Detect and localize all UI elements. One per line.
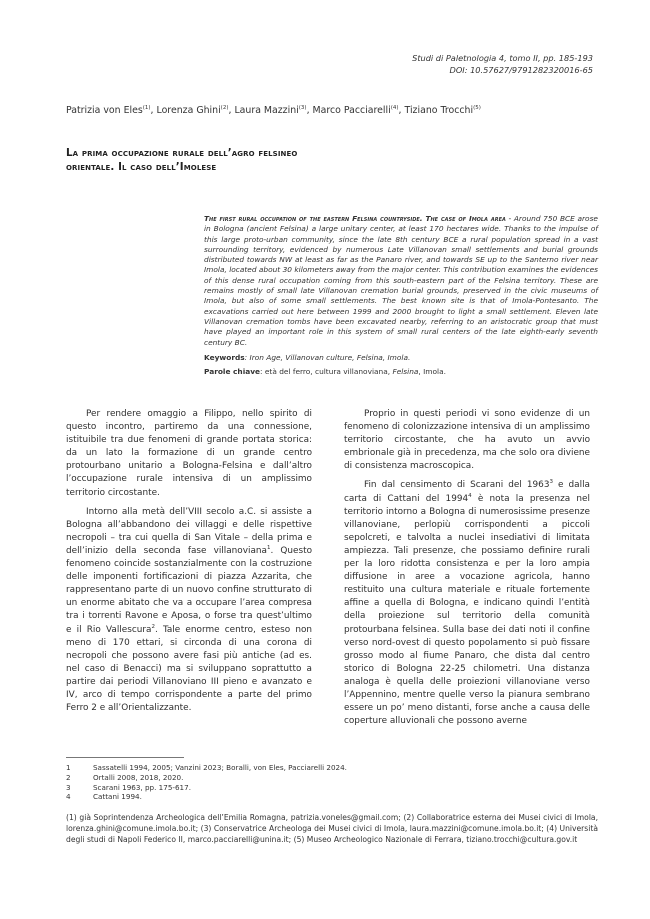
doi: DOI: 10.57627/9791282320016-65: [449, 65, 593, 75]
paragraph-text: Intorno alla metà dell’VIII secolo a.C. si assiste a Bologna all’abbandono dei villaggi e delle rispettive necropoli – tra cui quella di San Vitale – della prima e dell’inizio della seconda fase villanoviana: [66, 506, 312, 556]
author-name: Marco Pacciarelli: [312, 105, 391, 117]
author-name: Tiziano Trocchi: [404, 105, 474, 117]
footnote: [66, 763, 347, 773]
title-line-2: orientale. Il caso dell’Imolese: [66, 161, 217, 173]
parole-text-b: Felsina: [392, 367, 419, 376]
footnote-number: 4: [66, 792, 71, 802]
paragraph-text: Fin dal censimento di Scarani del 1963: [364, 480, 550, 491]
footnote-ref[interactable]: 4: [468, 492, 472, 499]
abstract-title: The first rural occupation of the eastern Felsina countryside. The case of Imola area: [204, 214, 506, 223]
keywords-label: Keywords: [204, 353, 245, 362]
paragraph-text: è nota la presenza nel territorio intorno a Bologna di numerosissime presenze villanoviane, perlopiù corrispondenti a piccoli sepolcreti, e talvolta a nuclei insediativi di limitata ampiezza. Tali presenze, che possiamo definire rurali per la loro ridotta consistenza e per la loro ampia diffusione in aree a vocazione agricola, hanno restituito una cultura materiale e rituale fortemente affine a quella di Bologna, e indicano quindi l’entità della proiezione sul territorio della comunità protourbana felsinea. Sulla base dei dati noti il confine verso nord-ovest di questo popolamento si può fissare grosso modo al fiume Panaro, che dista dal centro storico di Bologna 22-25 chilometri. Una distanza analoga è quella delle proiezioni villanoviane verso l’Appennino, mentre quelle verso la pianura sembrano essere un po’ meno distanti, forse anche a causa delle coperture alluvionali che possono averne: [344, 493, 590, 727]
paragraph: [344, 479, 590, 728]
parole-text-a: : età del ferro, cultura villanoviana,: [260, 367, 393, 376]
footnote-text: Ortalli 2008, 2018, 2020.: [93, 772, 184, 782]
author-name: Laura Mazzini: [234, 105, 299, 117]
keywords-text: : Iron Age, Villanovan culture, Felsina, Imola.: [244, 353, 411, 362]
footnote-divider: [66, 757, 184, 758]
footnote: [66, 773, 347, 783]
paragraph-text: . Questo fenomeno coincide sostanzialmente con la costruzione delle imponenti fortificazioni di piazza Azzarita, che rappresentano parte di un nuovo confine strutturato di un enorme abitato che va a occupare l’area compresa tra i torrenti Ravone e Aposa, o forse tra quest’ultimo e il Rio Vallescura: [66, 545, 313, 635]
footnote: [66, 783, 347, 793]
paragraph: Per rendere omaggio a Filippo, nello spirito di questo incontro, partiremo da una connessione, istituibile tra due fenomeni di grande portata storica: da un lato la formazione di un grande centro protourbano unitario a Bologna-Felsina e dall’altro l’occupazione rurale intensiva di un amplissimo territorio circostante.: [66, 409, 312, 498]
footnote-text: Scarani 1963, pp. 175-617.: [93, 782, 191, 792]
abstract: [204, 214, 598, 348]
author-mark: (5): [473, 105, 481, 111]
author-mark: (2): [220, 105, 229, 111]
author-name: Patrizia von Eles: [66, 105, 143, 117]
parole-label: Parole chiave: [204, 367, 261, 376]
footnote: [66, 792, 347, 802]
author-mark: (3): [298, 105, 307, 111]
footnotes: [66, 763, 347, 802]
body-column-right: [344, 408, 590, 728]
footnote-number: 2: [66, 772, 71, 782]
journal-citation: Studi di Paletnologia 4, tomo II, pp. 185-193: [412, 53, 593, 63]
paragraph: Proprio in questi periodi vi sono evidenze di un fenomeno di colonizzazione intensiva di un amplissimo territorio circostante, che ha avuto un avvio embrionale già in precedenza, ma che solo ora diviene di consistenza macroscopica.: [344, 409, 590, 472]
keywords: [204, 353, 598, 363]
footnote-text: Cattani 1994.: [93, 792, 142, 802]
parole-chiave: [204, 367, 598, 377]
paragraph-text: e dalla carta di Cattani del 1994: [344, 480, 590, 504]
footnote-ref[interactable]: 3: [549, 479, 553, 486]
footnote-text: Sassatelli 1994, 2005; Vanzini 2023; Boralli, von Eles, Pacciarelli 2024.: [93, 763, 347, 772]
title-line-1: La prima occupazione rurale dell’agro felsineo: [66, 147, 298, 159]
paragraph: [66, 506, 312, 716]
footnote-ref[interactable]: 1: [266, 544, 271, 551]
footnote-ref[interactable]: 2: [151, 623, 155, 630]
footnote-number: 3: [66, 782, 71, 792]
author-mark: (1): [142, 105, 151, 111]
footnote-number: 1: [66, 763, 71, 772]
journal-header: [412, 52, 593, 76]
paragraph-text: . Tale enorme centro, esteso non meno di 170 ettari, si circonda di una corona di necropoli che possono avere fasi più antiche (ad es. nel caso di Benacci) ma si sviluppano soprattutto a partire dai periodi Villanoviano III pieno e avanzato e IV, arco di tempo corrispondente a parte del primo Ferro 2 e all’Orientalizzante.: [66, 624, 312, 714]
author-affiliations: (1) già Soprintendenza Archeologica dell’Emilia Romagna, patrizia.voneles@gmail.com; (2) Collaboratrice esterna dei Musei civici di Imola, lorenza.ghini@comune.imola.bo.it; (3) Conservatrice Archeologa dei Musei civici di Imola, laura.mazzini@comune.imola.bo.it; (4) Università degli studi di Napoli Federico II, marco.pacciarelli@unina.it; (5) Museo Archeologico Nazionale di Ferrara, tiziano.trocchi@cultura.gov.it: [66, 813, 598, 844]
parole-text-c: , Imola.: [418, 367, 446, 376]
abstract-body: - Around 750 BCE arose in Bologna (ancient Felsina) a large unitary center, at least 170 hectares wide. Thanks to the impulse of this large proto-urban community, since the late 8th century BCE a rural population spread in a vast surrounding territory, evidenced by numerous Late Villanovan small settlements and burial grounds distributed towards NW at least as far as the Panaro river, and towards SE up to the Santerno river near Imola, located about 30 kilometers away from the major center. This contribution examines the evidences of this dense rural occupation coming from this south-eastern part of the Felsina territory. These are remains mostly of small late Villanovan cremation burial grounds, preserved in the civic museums of Imola, but also of some small settlements. The best known site is that of Imola-Pontesanto. The excavations carried out here between 1999 and 2000 brought to light a small settlement. Eleven late Villanovan cremation tombs have been excavated nearby, referring to an aristocratic group that must have played an important role in this system of small rural centers of the late eighth-early seventh century BC.: [204, 214, 598, 347]
article-title: [66, 146, 486, 174]
author-mark: (4): [390, 105, 399, 111]
body-column-left: [66, 408, 312, 715]
author-list: Patrizia von Eles$^{(1)}$, Lorenza Ghini$^{(2)}$, Laura Mazzini$^{(3)}$, Marco Pacciarelli$^{(4)}$, Tiziano Trocchi$^{(5)}$: [66, 105, 481, 117]
author-name: Lorenza Ghini: [156, 105, 221, 117]
